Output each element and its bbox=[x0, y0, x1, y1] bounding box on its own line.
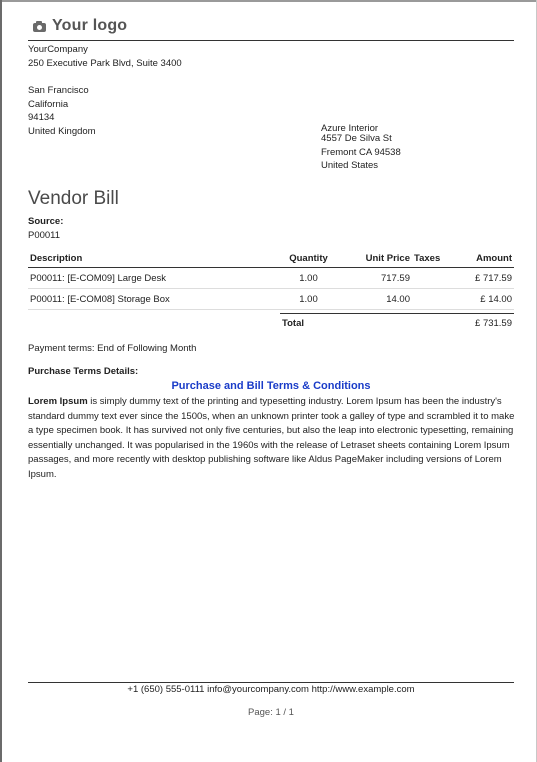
line-amount: £ 717.59 bbox=[466, 268, 514, 289]
header-description: Description bbox=[28, 249, 284, 268]
company-name: YourCompany bbox=[28, 44, 88, 55]
footer-divider bbox=[28, 682, 514, 683]
line-taxes bbox=[412, 268, 466, 289]
line-amount: £ 14.00 bbox=[466, 289, 514, 310]
page-number: Page: 1 / 1 bbox=[248, 707, 294, 718]
page-edge-left bbox=[0, 0, 2, 762]
table-header-row bbox=[28, 249, 514, 268]
header-taxes: Taxes bbox=[412, 249, 466, 268]
total-divider bbox=[280, 313, 514, 314]
document-title: Vendor Bill bbox=[28, 188, 119, 209]
camera-icon bbox=[33, 21, 46, 32]
company-state: California bbox=[28, 98, 69, 110]
table-row bbox=[28, 289, 514, 310]
line-unit-price: 14.00 bbox=[333, 289, 412, 310]
terms-title: Purchase and Bill Terms & Conditions bbox=[171, 380, 371, 392]
company-logo bbox=[33, 17, 127, 35]
total-label: Total bbox=[282, 318, 304, 329]
vendor-street: 4557 De Silva St bbox=[321, 133, 392, 144]
vendor-city: Fremont CA 94538 bbox=[321, 146, 401, 158]
logo-text: Your logo bbox=[52, 17, 128, 34]
terms-text: is simply dummy text of the printing and typesetting industry. Lorem Ipsum has been the industry's standard dummy text ever since the 1500s, when an unknown printer took a galley of type and scrambled it to make a type specimen book. It has survived not only five centuries, but also the leap into electronic typesetting, remaining essentially unchanged. It was popularised in the 1960s with the release of Letraset sheets containing Lorem Ipsum passages, and more recently with desktop publishing software like Aldus PageMaker including versions of Lorem Ipsum. bbox=[28, 396, 515, 480]
source-label: Source: bbox=[28, 216, 64, 227]
line-unit-price: 717.59 bbox=[333, 268, 412, 289]
source-value: P00011 bbox=[28, 230, 61, 241]
vendor-country: United States bbox=[321, 160, 379, 171]
table-row bbox=[28, 268, 514, 289]
vendor-address bbox=[321, 123, 401, 173]
page-edge-top bbox=[0, 0, 537, 2]
line-quantity: 1.00 bbox=[284, 289, 333, 310]
payment-terms: Payment terms: End of Following Month bbox=[28, 343, 197, 354]
header-quantity: Quantity bbox=[284, 249, 333, 268]
company-city: San Francisco bbox=[28, 85, 89, 96]
terms-bold-lead: Lorem Ipsum bbox=[28, 396, 88, 407]
company-header bbox=[28, 43, 182, 70]
line-description: P00011: [E-COM08] Storage Box bbox=[28, 289, 284, 310]
total-value: £ 731.59 bbox=[475, 318, 512, 329]
company-country: United Kingdom bbox=[28, 125, 96, 137]
line-quantity: 1.00 bbox=[284, 268, 333, 289]
header-divider bbox=[28, 40, 514, 41]
footer-contact: +1 (650) 555-0111 info@yourcompany.com http://www.example.com bbox=[127, 684, 415, 695]
line-description: P00011: [E-COM09] Large Desk bbox=[28, 268, 284, 289]
line-taxes bbox=[412, 289, 466, 310]
company-address bbox=[28, 84, 96, 138]
terms-body bbox=[28, 395, 516, 482]
vendor-name: Azure Interior bbox=[321, 123, 379, 134]
company-zip: 94134 bbox=[28, 112, 55, 123]
header-unit-price: Unit Price bbox=[333, 249, 412, 268]
purchase-terms-label: Purchase Terms Details: bbox=[28, 366, 139, 377]
invoice-lines-table bbox=[28, 249, 514, 310]
header-amount: Amount bbox=[466, 249, 514, 268]
company-street: 250 Executive Park Blvd, Suite 3400 bbox=[28, 57, 182, 69]
